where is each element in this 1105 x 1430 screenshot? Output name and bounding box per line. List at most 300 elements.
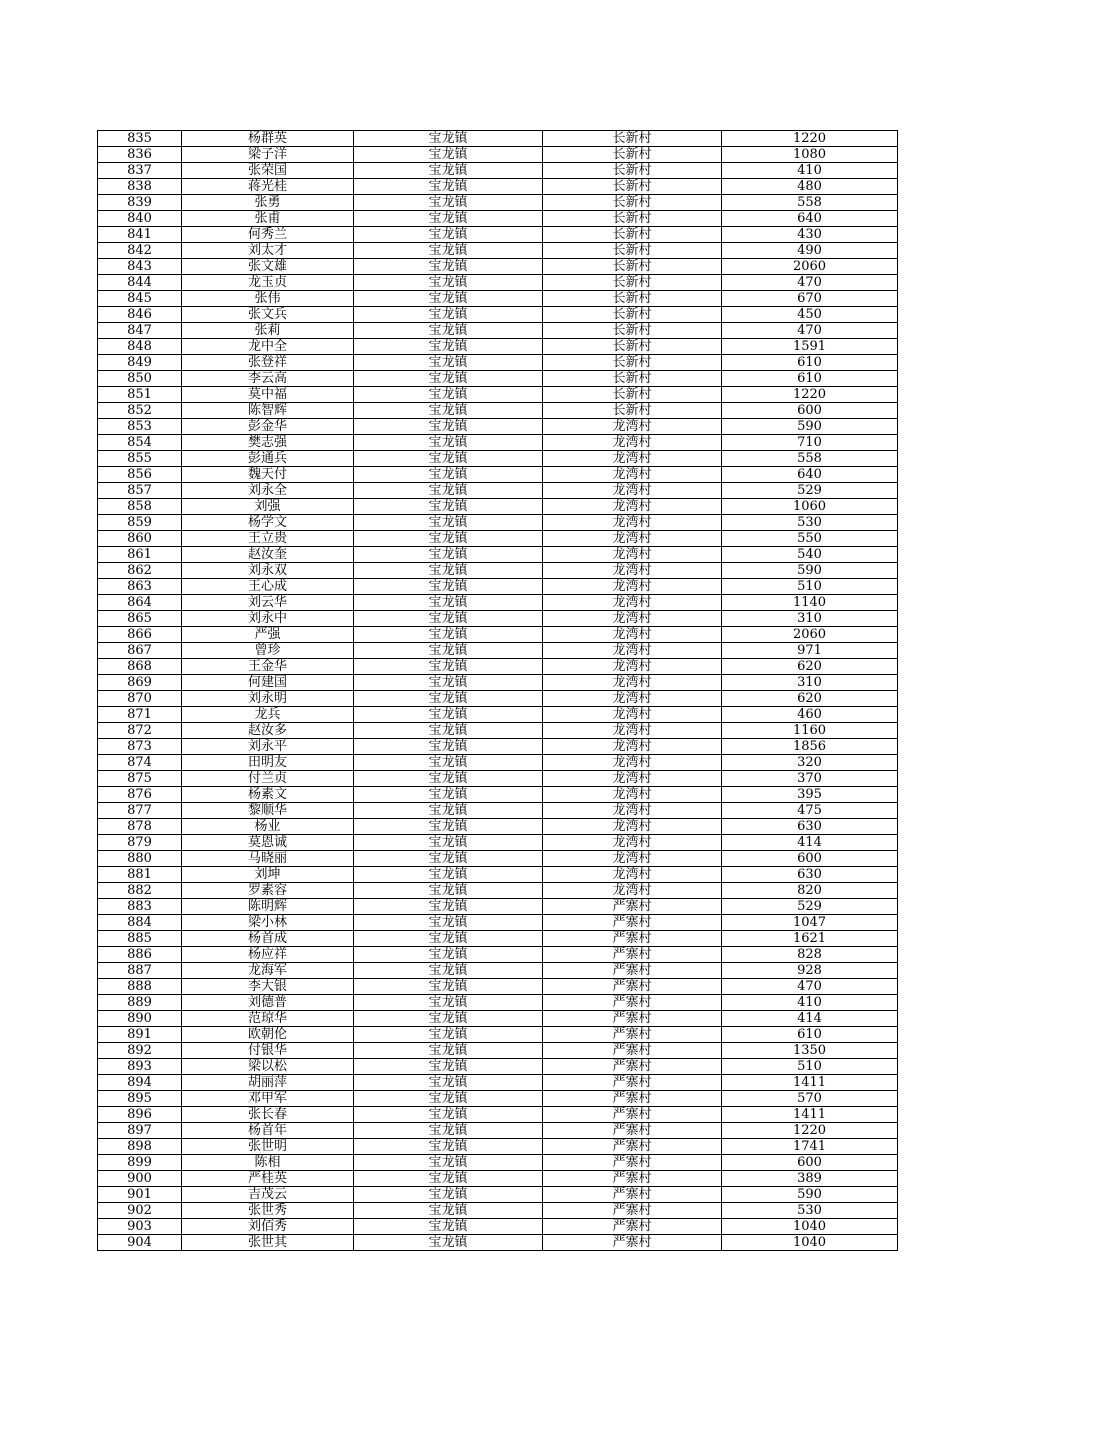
name-cell: 张世秀 <box>182 1203 354 1219</box>
name-cell: 张文雄 <box>182 259 354 275</box>
amount-cell: 1741 <box>722 1139 898 1155</box>
town-cell: 宝龙镇 <box>354 691 543 707</box>
name-cell: 刘佰秀 <box>182 1219 354 1235</box>
table-row <box>98 355 898 371</box>
town-cell: 宝龙镇 <box>354 451 543 467</box>
table-row <box>98 339 898 355</box>
name-cell: 田明友 <box>182 755 354 771</box>
table-row <box>98 819 898 835</box>
table-row <box>98 675 898 691</box>
village-cell: 长新村 <box>543 243 722 259</box>
village-cell: 严寨村 <box>543 1219 722 1235</box>
town-cell: 宝龙镇 <box>354 1027 543 1043</box>
amount-cell: 828 <box>722 947 898 963</box>
village-cell: 龙湾村 <box>543 579 722 595</box>
town-cell: 宝龙镇 <box>354 211 543 227</box>
table-row <box>98 899 898 915</box>
village-cell: 龙湾村 <box>543 531 722 547</box>
name-cell: 张伟 <box>182 291 354 307</box>
village-cell: 长新村 <box>543 163 722 179</box>
village-cell: 龙湾村 <box>543 883 722 899</box>
village-cell: 长新村 <box>543 307 722 323</box>
village-cell: 严寨村 <box>543 1011 722 1027</box>
name-cell: 吉茂云 <box>182 1187 354 1203</box>
row-number-cell: 846 <box>98 307 182 323</box>
village-cell: 龙湾村 <box>543 627 722 643</box>
name-cell: 严强 <box>182 627 354 643</box>
row-number-cell: 850 <box>98 371 182 387</box>
village-cell: 长新村 <box>543 323 722 339</box>
name-cell: 杨学文 <box>182 515 354 531</box>
table-row <box>98 1107 898 1123</box>
town-cell: 宝龙镇 <box>354 1123 543 1139</box>
town-cell: 宝龙镇 <box>354 1059 543 1075</box>
row-number-cell: 866 <box>98 627 182 643</box>
table-row <box>98 243 898 259</box>
name-cell: 李大银 <box>182 979 354 995</box>
row-number-cell: 843 <box>98 259 182 275</box>
name-cell: 欧朝伦 <box>182 1027 354 1043</box>
name-cell: 梁子洋 <box>182 147 354 163</box>
table-row <box>98 803 898 819</box>
village-cell: 长新村 <box>543 259 722 275</box>
name-cell: 蒋光桂 <box>182 179 354 195</box>
row-number-cell: 903 <box>98 1219 182 1235</box>
table-row <box>98 163 898 179</box>
table-row <box>98 835 898 851</box>
row-number-cell: 861 <box>98 547 182 563</box>
village-cell: 严寨村 <box>543 1075 722 1091</box>
village-cell: 长新村 <box>543 371 722 387</box>
row-number-cell: 884 <box>98 915 182 931</box>
village-cell: 龙湾村 <box>543 515 722 531</box>
amount-cell: 410 <box>722 995 898 1011</box>
amount-cell: 640 <box>722 467 898 483</box>
name-cell: 张文兵 <box>182 307 354 323</box>
amount-cell: 1160 <box>722 723 898 739</box>
village-cell: 长新村 <box>543 131 722 147</box>
amount-cell: 1411 <box>722 1075 898 1091</box>
town-cell: 宝龙镇 <box>354 131 543 147</box>
table-row <box>98 499 898 515</box>
town-cell: 宝龙镇 <box>354 627 543 643</box>
town-cell: 宝龙镇 <box>354 771 543 787</box>
row-number-cell: 894 <box>98 1075 182 1091</box>
row-number-cell: 863 <box>98 579 182 595</box>
village-cell: 龙湾村 <box>543 771 722 787</box>
table-row <box>98 1139 898 1155</box>
town-cell: 宝龙镇 <box>354 291 543 307</box>
amount-cell: 610 <box>722 1027 898 1043</box>
village-cell: 严寨村 <box>543 1155 722 1171</box>
village-cell: 严寨村 <box>543 1203 722 1219</box>
town-cell: 宝龙镇 <box>354 931 543 947</box>
table-row <box>98 723 898 739</box>
row-number-cell: 886 <box>98 947 182 963</box>
name-cell: 樊志强 <box>182 435 354 451</box>
name-cell: 陈智辉 <box>182 403 354 419</box>
name-cell: 杨业 <box>182 819 354 835</box>
row-number-cell: 851 <box>98 387 182 403</box>
village-cell: 龙湾村 <box>543 723 722 739</box>
row-number-cell: 855 <box>98 451 182 467</box>
town-cell: 宝龙镇 <box>354 1203 543 1219</box>
table-row <box>98 515 898 531</box>
name-cell: 曾珍 <box>182 643 354 659</box>
name-cell: 邓甲军 <box>182 1091 354 1107</box>
amount-cell: 590 <box>722 1187 898 1203</box>
town-cell: 宝龙镇 <box>354 515 543 531</box>
amount-cell: 2060 <box>722 259 898 275</box>
village-cell: 龙湾村 <box>543 419 722 435</box>
row-number-cell: 898 <box>98 1139 182 1155</box>
village-cell: 龙湾村 <box>543 739 722 755</box>
row-number-cell: 874 <box>98 755 182 771</box>
town-cell: 宝龙镇 <box>354 147 543 163</box>
row-number-cell: 887 <box>98 963 182 979</box>
village-cell: 龙湾村 <box>543 755 722 771</box>
table-row <box>98 483 898 499</box>
town-cell: 宝龙镇 <box>354 723 543 739</box>
table-row <box>98 547 898 563</box>
table-row <box>98 1171 898 1187</box>
name-cell: 陈相 <box>182 1155 354 1171</box>
town-cell: 宝龙镇 <box>354 435 543 451</box>
town-cell: 宝龙镇 <box>354 307 543 323</box>
amount-cell: 1220 <box>722 387 898 403</box>
village-cell: 严寨村 <box>543 1091 722 1107</box>
table-row <box>98 147 898 163</box>
town-cell: 宝龙镇 <box>354 179 543 195</box>
amount-cell: 529 <box>722 483 898 499</box>
amount-cell: 1856 <box>722 739 898 755</box>
town-cell: 宝龙镇 <box>354 915 543 931</box>
amount-cell: 600 <box>722 1155 898 1171</box>
table-row <box>98 259 898 275</box>
town-cell: 宝龙镇 <box>354 675 543 691</box>
row-number-cell: 882 <box>98 883 182 899</box>
town-cell: 宝龙镇 <box>354 547 543 563</box>
row-number-cell: 869 <box>98 675 182 691</box>
row-number-cell: 885 <box>98 931 182 947</box>
row-number-cell: 904 <box>98 1235 182 1251</box>
name-cell: 梁小林 <box>182 915 354 931</box>
row-number-cell: 873 <box>98 739 182 755</box>
town-cell: 宝龙镇 <box>354 947 543 963</box>
table-row <box>98 1091 898 1107</box>
table-row <box>98 915 898 931</box>
town-cell: 宝龙镇 <box>354 739 543 755</box>
village-cell: 龙湾村 <box>543 675 722 691</box>
row-number-cell: 839 <box>98 195 182 211</box>
name-cell: 张莉 <box>182 323 354 339</box>
village-cell: 龙湾村 <box>543 451 722 467</box>
amount-cell: 389 <box>722 1171 898 1187</box>
amount-cell: 610 <box>722 371 898 387</box>
table-row <box>98 387 898 403</box>
town-cell: 宝龙镇 <box>354 995 543 1011</box>
amount-cell: 370 <box>722 771 898 787</box>
row-number-cell: 883 <box>98 899 182 915</box>
town-cell: 宝龙镇 <box>354 1075 543 1091</box>
amount-cell: 470 <box>722 323 898 339</box>
town-cell: 宝龙镇 <box>354 1107 543 1123</box>
row-number-cell: 841 <box>98 227 182 243</box>
town-cell: 宝龙镇 <box>354 1171 543 1187</box>
name-cell: 李云高 <box>182 371 354 387</box>
town-cell: 宝龙镇 <box>354 851 543 867</box>
name-cell: 龙玉贞 <box>182 275 354 291</box>
row-number-cell: 849 <box>98 355 182 371</box>
row-number-cell: 853 <box>98 419 182 435</box>
name-cell: 刘云华 <box>182 595 354 611</box>
name-cell: 马晓丽 <box>182 851 354 867</box>
row-number-cell: 870 <box>98 691 182 707</box>
name-cell: 魏天付 <box>182 467 354 483</box>
name-cell: 陈明辉 <box>182 899 354 915</box>
table-row <box>98 1027 898 1043</box>
amount-cell: 414 <box>722 1011 898 1027</box>
amount-cell: 971 <box>722 643 898 659</box>
table-row <box>98 419 898 435</box>
name-cell: 何建国 <box>182 675 354 691</box>
amount-cell: 610 <box>722 355 898 371</box>
name-cell: 刘坤 <box>182 867 354 883</box>
amount-cell: 395 <box>722 787 898 803</box>
amount-cell: 620 <box>722 659 898 675</box>
row-number-cell: 867 <box>98 643 182 659</box>
town-cell: 宝龙镇 <box>354 707 543 723</box>
town-cell: 宝龙镇 <box>354 819 543 835</box>
amount-cell: 530 <box>722 515 898 531</box>
table-row <box>98 1235 898 1251</box>
table-row <box>98 531 898 547</box>
table-row <box>98 1219 898 1235</box>
table-row <box>98 211 898 227</box>
row-number-cell: 880 <box>98 851 182 867</box>
row-number-cell: 891 <box>98 1027 182 1043</box>
table-row <box>98 275 898 291</box>
town-cell: 宝龙镇 <box>354 275 543 291</box>
amount-cell: 590 <box>722 563 898 579</box>
table-row <box>98 451 898 467</box>
name-cell: 范琼华 <box>182 1011 354 1027</box>
village-cell: 严寨村 <box>543 1043 722 1059</box>
name-cell: 王立贵 <box>182 531 354 547</box>
village-cell: 龙湾村 <box>543 467 722 483</box>
amount-cell: 310 <box>722 611 898 627</box>
amount-cell: 1140 <box>722 595 898 611</box>
data-table <box>97 130 898 1251</box>
name-cell: 张甫 <box>182 211 354 227</box>
village-cell: 长新村 <box>543 275 722 291</box>
row-number-cell: 872 <box>98 723 182 739</box>
row-number-cell: 901 <box>98 1187 182 1203</box>
amount-cell: 475 <box>722 803 898 819</box>
amount-cell: 670 <box>722 291 898 307</box>
village-cell: 严寨村 <box>543 1187 722 1203</box>
town-cell: 宝龙镇 <box>354 243 543 259</box>
name-cell: 张荣国 <box>182 163 354 179</box>
table-row <box>98 1203 898 1219</box>
amount-cell: 1591 <box>722 339 898 355</box>
name-cell: 黎顺华 <box>182 803 354 819</box>
village-cell: 长新村 <box>543 227 722 243</box>
amount-cell: 710 <box>722 435 898 451</box>
name-cell: 杨素文 <box>182 787 354 803</box>
row-number-cell: 888 <box>98 979 182 995</box>
town-cell: 宝龙镇 <box>354 419 543 435</box>
name-cell: 杨应祥 <box>182 947 354 963</box>
name-cell: 刘永平 <box>182 739 354 755</box>
village-cell: 严寨村 <box>543 931 722 947</box>
row-number-cell: 864 <box>98 595 182 611</box>
town-cell: 宝龙镇 <box>354 227 543 243</box>
table-row <box>98 563 898 579</box>
village-cell: 严寨村 <box>543 963 722 979</box>
table-row <box>98 707 898 723</box>
table-row <box>98 1075 898 1091</box>
village-cell: 龙湾村 <box>543 659 722 675</box>
name-cell: 刘永双 <box>182 563 354 579</box>
name-cell: 王金华 <box>182 659 354 675</box>
table-row <box>98 883 898 899</box>
amount-cell: 414 <box>722 835 898 851</box>
town-cell: 宝龙镇 <box>354 1187 543 1203</box>
amount-cell: 470 <box>722 275 898 291</box>
village-cell: 龙湾村 <box>543 867 722 883</box>
amount-cell: 320 <box>722 755 898 771</box>
row-number-cell: 859 <box>98 515 182 531</box>
town-cell: 宝龙镇 <box>354 899 543 915</box>
village-cell: 严寨村 <box>543 915 722 931</box>
town-cell: 宝龙镇 <box>354 403 543 419</box>
name-cell: 严桂英 <box>182 1171 354 1187</box>
amount-cell: 470 <box>722 979 898 995</box>
amount-cell: 928 <box>722 963 898 979</box>
name-cell: 张世其 <box>182 1235 354 1251</box>
table-row <box>98 323 898 339</box>
table-row <box>98 659 898 675</box>
row-number-cell: 878 <box>98 819 182 835</box>
name-cell: 胡丽萍 <box>182 1075 354 1091</box>
amount-cell: 600 <box>722 851 898 867</box>
row-number-cell: 847 <box>98 323 182 339</box>
name-cell: 王心成 <box>182 579 354 595</box>
row-number-cell: 881 <box>98 867 182 883</box>
amount-cell: 410 <box>722 163 898 179</box>
town-cell: 宝龙镇 <box>354 195 543 211</box>
town-cell: 宝龙镇 <box>354 883 543 899</box>
table-row <box>98 307 898 323</box>
row-number-cell: 835 <box>98 131 182 147</box>
table-row <box>98 1187 898 1203</box>
town-cell: 宝龙镇 <box>354 643 543 659</box>
village-cell: 长新村 <box>543 387 722 403</box>
amount-cell: 820 <box>722 883 898 899</box>
table-row <box>98 435 898 451</box>
name-cell: 刘永明 <box>182 691 354 707</box>
row-number-cell: 868 <box>98 659 182 675</box>
name-cell: 彭通兵 <box>182 451 354 467</box>
table-row <box>98 611 898 627</box>
town-cell: 宝龙镇 <box>354 163 543 179</box>
amount-cell: 1220 <box>722 1123 898 1139</box>
town-cell: 宝龙镇 <box>354 803 543 819</box>
village-cell: 龙湾村 <box>543 547 722 563</box>
row-number-cell: 836 <box>98 147 182 163</box>
village-cell: 严寨村 <box>543 1059 722 1075</box>
name-cell: 莫中福 <box>182 387 354 403</box>
amount-cell: 1411 <box>722 1107 898 1123</box>
name-cell: 刘太才 <box>182 243 354 259</box>
table-row <box>98 755 898 771</box>
row-number-cell: 865 <box>98 611 182 627</box>
village-cell: 长新村 <box>543 179 722 195</box>
town-cell: 宝龙镇 <box>354 259 543 275</box>
amount-cell: 558 <box>722 195 898 211</box>
table-row <box>98 739 898 755</box>
row-number-cell: 842 <box>98 243 182 259</box>
village-cell: 长新村 <box>543 147 722 163</box>
amount-cell: 558 <box>722 451 898 467</box>
town-cell: 宝龙镇 <box>354 611 543 627</box>
row-number-cell: 877 <box>98 803 182 819</box>
table-row <box>98 179 898 195</box>
table-row <box>98 627 898 643</box>
name-cell: 龙中全 <box>182 339 354 355</box>
village-cell: 严寨村 <box>543 979 722 995</box>
table-row <box>98 947 898 963</box>
table-row <box>98 1043 898 1059</box>
village-cell: 龙湾村 <box>543 499 722 515</box>
town-cell: 宝龙镇 <box>354 467 543 483</box>
row-number-cell: 889 <box>98 995 182 1011</box>
amount-cell: 630 <box>722 819 898 835</box>
town-cell: 宝龙镇 <box>354 595 543 611</box>
town-cell: 宝龙镇 <box>354 563 543 579</box>
table-row <box>98 931 898 947</box>
row-number-cell: 854 <box>98 435 182 451</box>
amount-cell: 1621 <box>722 931 898 947</box>
amount-cell: 640 <box>722 211 898 227</box>
name-cell: 张登祥 <box>182 355 354 371</box>
row-number-cell: 848 <box>98 339 182 355</box>
table-row <box>98 403 898 419</box>
village-cell: 龙湾村 <box>543 819 722 835</box>
name-cell: 杨首年 <box>182 1123 354 1139</box>
village-cell: 长新村 <box>543 339 722 355</box>
row-number-cell: 844 <box>98 275 182 291</box>
town-cell: 宝龙镇 <box>354 387 543 403</box>
amount-cell: 430 <box>722 227 898 243</box>
table-row <box>98 643 898 659</box>
amount-cell: 1040 <box>722 1219 898 1235</box>
name-cell: 赵汝奎 <box>182 547 354 563</box>
amount-cell: 310 <box>722 675 898 691</box>
table-row <box>98 979 898 995</box>
table-row <box>98 131 898 147</box>
amount-cell: 620 <box>722 691 898 707</box>
table-row <box>98 995 898 1011</box>
name-cell: 赵汝多 <box>182 723 354 739</box>
row-number-cell: 900 <box>98 1171 182 1187</box>
town-cell: 宝龙镇 <box>354 963 543 979</box>
amount-cell: 570 <box>722 1091 898 1107</box>
row-number-cell: 892 <box>98 1043 182 1059</box>
row-number-cell: 890 <box>98 1011 182 1027</box>
town-cell: 宝龙镇 <box>354 867 543 883</box>
